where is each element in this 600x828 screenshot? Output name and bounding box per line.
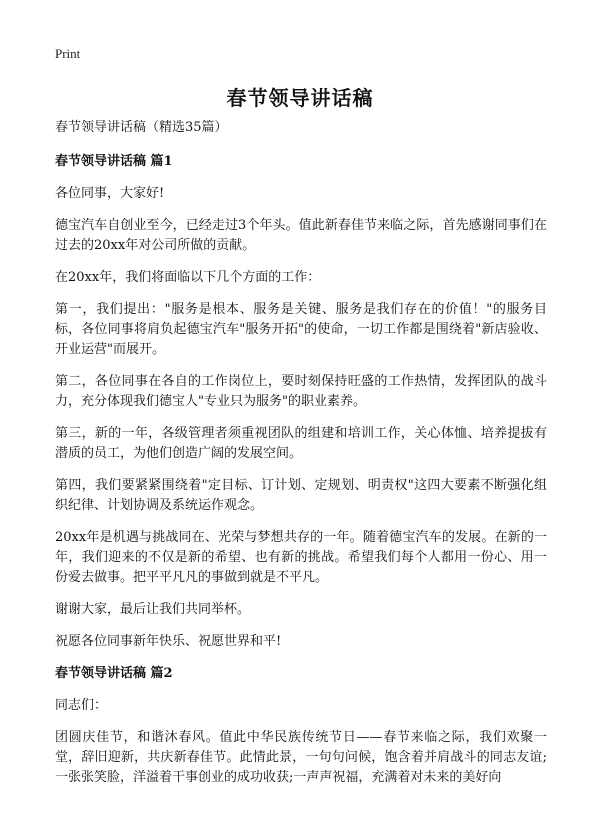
paragraph: 祝愿各位同事新年快乐、祝愿世界和平! (55, 634, 282, 649)
print-link[interactable]: Print (55, 46, 81, 61)
section-heading-2: 春节领导讲话稿 篇2 (55, 666, 173, 681)
paragraph: 第一，我们提出："服务是根本、服务是关键、服务是我们存在的价值！"的服务目标，各位同事将肩负起德宝汽车"服务开拓"的使命，一切工作都是围绕着"新店验收、开业运营"而展开。 (55, 302, 547, 357)
paragraph: 20xx年是机遇与挑战同在、光荣与梦想共存的一年。随着德宝汽车的发展。在新的一年，我们迎来的不仅是新的希望、也有新的挑战。希望我们每个人都用一份心、用一份爱去做事。把平平凡凡的事做到就是不平凡。 (55, 530, 547, 585)
paragraph: 第四，我们要紧紧围绕着"定目标、订计划、定规划、明责权"这四大要素不断强化组织纪律、计划协调及系统运作观念。 (55, 478, 547, 513)
paragraph: 谢谢大家，最后让我们共同举杯。 (55, 602, 251, 617)
document-body (55, 118, 547, 800)
document-subtitle: 春节领导讲话稿（精选35篇） (55, 120, 228, 135)
paragraph: 第二，各位同事在各自的工作岗位上，要时刻保持旺盛的工作热情，发挥团队的战斗力，充分体现我们德宝人"专业只为服务"的职业素养。 (55, 374, 547, 409)
paragraph: 第三，新的一年，各级管理者须重视团队的组建和培训工作，关心体恤、培养提拔有潜质的员工，为他们创造广阔的发展空间。 (55, 426, 547, 461)
document-title: 春节领导讲话稿 (226, 86, 374, 110)
paragraph: 团圆庆佳节，和谐沐春风。值此中华民族传统节日——春节来临之际，我们欢聚一堂，辞旧迎新，共庆新春佳节。此情此景，一句句问候，饱含着并肩战斗的同志友谊;一张张笑脸，洋溢着干事创业的成功收获;一声声祝福，充满着对未来的美好向 (55, 730, 547, 785)
paragraph: 各位同事，大家好! (55, 186, 165, 201)
section-heading-1: 春节领导讲话稿 篇1 (55, 154, 173, 169)
paragraph: 德宝汽车自创业至今，已经走过3个年头。值此新春佳节来临之际，首先感谢同事们在过去的20xx年对公司所做的贡献。 (55, 218, 547, 253)
paragraph: 在20xx年，我们将面临以下几个方面的工作： (55, 270, 321, 285)
paragraph: 同志们： (55, 698, 108, 713)
